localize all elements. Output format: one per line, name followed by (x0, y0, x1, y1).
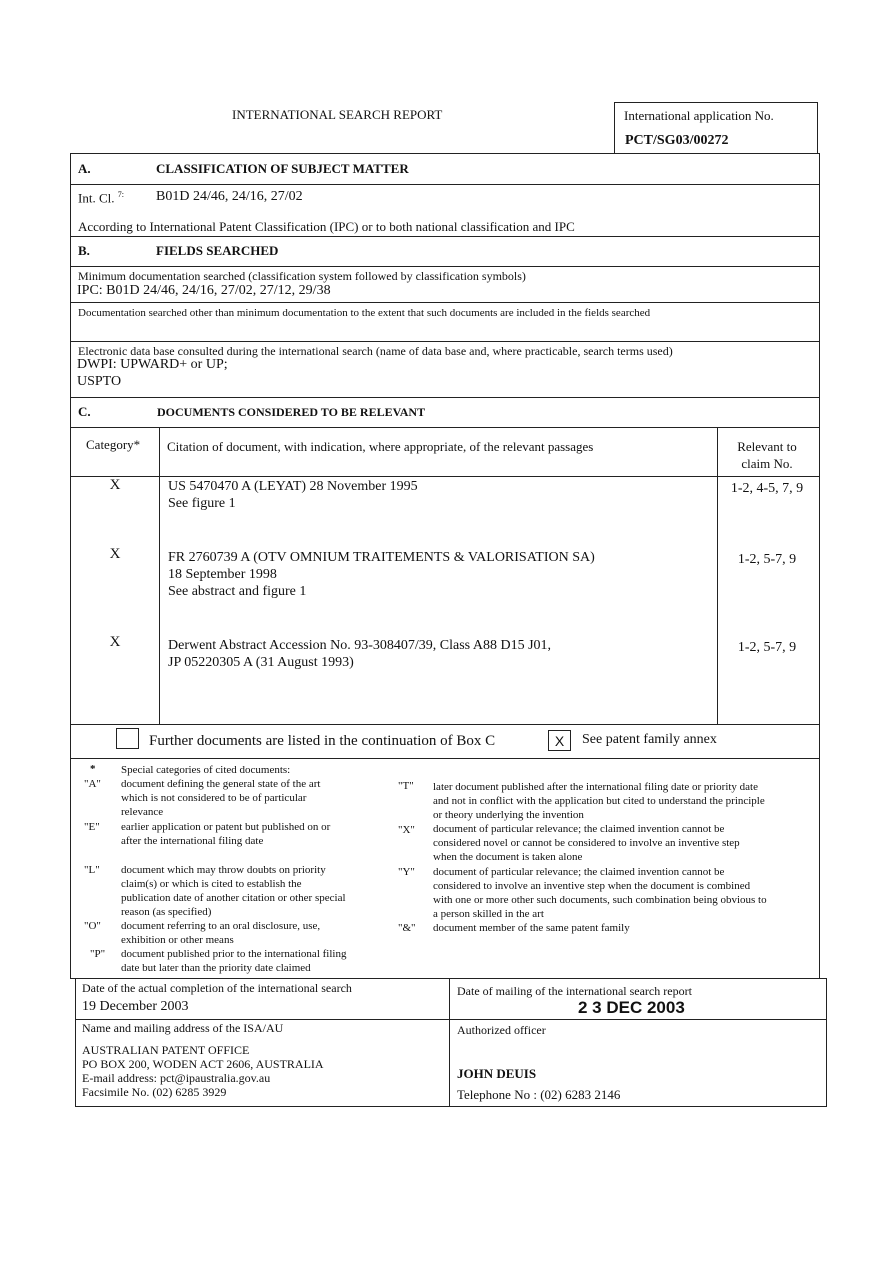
category-text: reason (as specified) (121, 906, 212, 918)
isa-address-line: PO BOX 200, WODEN ACT 2606, AUSTRALIA (82, 1057, 324, 1071)
telephone: Telephone No : (02) 6283 2146 (457, 1087, 621, 1102)
column-divider (449, 978, 450, 1107)
category-text: a person skilled in the art (433, 908, 544, 920)
col-category-header: Category* (86, 437, 141, 452)
divider (70, 236, 820, 237)
divider (70, 476, 820, 477)
citation-line: 18 September 1998 (168, 567, 277, 582)
divider (75, 1019, 827, 1020)
isa-facsimile: Facsimile No. (02) 6285 3929 (82, 1085, 227, 1099)
category-text: document which may throw doubts on priority (121, 864, 326, 876)
isa-label: Name and mailing address of the ISA/AU (82, 1021, 284, 1035)
ipc-note: According to International Patent Classification (IPC) or to both national classification and IPC (78, 219, 575, 234)
citation-category: X (109, 477, 121, 493)
divider (70, 266, 820, 267)
further-documents-label: Further documents are listed in the continuation of Box C (149, 733, 496, 749)
mailing-date-stamp: 2 3 DEC 2003 (578, 998, 685, 1017)
isa-email: E-mail address: pct@ipaustralia.gov.au (82, 1071, 271, 1085)
completion-date-label: Date of the actual completion of the international search (82, 981, 352, 995)
category-code: "T" (398, 780, 414, 792)
citation-line: See figure 1 (168, 496, 236, 511)
category-text: document referring to an oral disclosure, use, (121, 920, 321, 932)
authorized-officer-label: Authorized officer (457, 1023, 546, 1037)
authorized-officer-name: JOHN DEUIS (457, 1066, 537, 1081)
column-divider (159, 427, 160, 724)
divider (70, 302, 820, 303)
category-text: document member of the same patent family (433, 922, 630, 934)
database-line-1: DWPI: UPWARD+ or UP; (77, 357, 228, 372)
section-a-heading: CLASSIFICATION OF SUBJECT MATTER (156, 161, 409, 176)
category-text: relevance (121, 806, 164, 818)
category-text: document of particular relevance; the claimed invention cannot be (433, 823, 725, 835)
citation-line: Derwent Abstract Accession No. 93-308407/39, Class A88 D15 J01, (168, 638, 552, 653)
category-text: exhibition or other means (121, 934, 234, 946)
completion-date: 19 December 2003 (82, 999, 189, 1014)
mailing-date-label: Date of mailing of the international search report (457, 984, 692, 998)
category-code: "L" (84, 864, 100, 876)
int-cl-edition: 7: (117, 190, 124, 199)
column-divider (717, 427, 718, 724)
report-title: INTERNATIONAL SEARCH REPORT (232, 107, 443, 122)
divider (70, 724, 820, 725)
divider (70, 397, 820, 398)
divider (70, 758, 820, 759)
citation-line: JP 05220305 A (31 August 1993) (168, 655, 354, 670)
category-code: "X" (398, 824, 415, 836)
category-text: after the international filing date (121, 835, 264, 847)
category-text: later document published after the international filing date or priority date (433, 781, 758, 793)
category-text: considered to involve an inventive step when the document is combined (433, 880, 751, 892)
int-cl-value: B01D 24/46, 24/16, 27/02 (156, 189, 303, 204)
category-text: publication date of another citation or other special (121, 892, 346, 904)
categories-star: * (90, 763, 96, 775)
citation-line: US 5470470 A (LEYAT) 28 November 1995 (168, 479, 418, 494)
section-c-letter: C. (78, 404, 91, 419)
citation-claims: 1-2, 5-7, 9 (737, 640, 797, 655)
citation-claims: 1-2, 4-5, 7, 9 (730, 481, 804, 496)
section-b-letter: B. (78, 243, 90, 258)
category-text: document defining the general state of the art (121, 778, 321, 790)
section-a-letter: A. (78, 161, 91, 176)
category-text: claim(s) or which is cited to establish the (121, 878, 302, 890)
category-text: considered novel or cannot be considered to involve an inventive step (433, 837, 740, 849)
int-cl-label: Int. Cl. $^{7:}$ (78, 190, 124, 206)
min-doc-value: IPC: B01D 24/46, 24/16, 27/02, 27/12, 29/38 (77, 283, 331, 298)
citation-line: See abstract and figure 1 (168, 584, 307, 599)
col-relevant-header-2: claim No. (741, 456, 793, 471)
category-text: document of particular relevance; the claimed invention cannot be (433, 866, 725, 878)
database-line-2: USPTO (77, 374, 122, 389)
database-label: Electronic data base consulted during the international search (name of data base and, where practicable, search terms used) (78, 344, 673, 358)
categories-intro: Special categories of cited documents: (121, 764, 291, 776)
category-text: and not in conflict with the application but cited to understand the principle (433, 795, 765, 807)
category-code: "O" (84, 920, 101, 932)
category-text: date but later than the priority date claimed (121, 962, 311, 974)
other-doc-label: Documentation searched other than minimum documentation to the extent that such documents are included in the fields searched (78, 307, 651, 319)
patent-family-annex-label: See patent family annex (582, 732, 717, 747)
isa-address-line: AUSTRALIAN PATENT OFFICE (82, 1043, 250, 1057)
min-doc-label: Minimum documentation searched (classification system followed by classification symbols) (78, 269, 526, 283)
citation-claims: 1-2, 5-7, 9 (737, 552, 797, 567)
further-documents-checkbox[interactable] (116, 728, 139, 749)
application-number-label: International application No. (624, 108, 774, 123)
category-text: document published prior to the international filing (121, 948, 347, 960)
category-text: or theory underlying the invention (433, 809, 584, 821)
category-code: "&" (398, 922, 416, 934)
section-c-heading: DOCUMENTS CONSIDERED TO BE RELEVANT (157, 405, 426, 419)
category-text: which is not considered to be of particular (121, 792, 307, 804)
category-code: "Y" (398, 866, 415, 878)
patent-family-annex-checkbox[interactable]: X (548, 730, 571, 751)
category-code: "A" (84, 778, 101, 790)
citation-line: FR 2760739 A (OTV OMNIUM TRAITEMENTS & VALORISATION SA) (168, 550, 595, 565)
divider (70, 184, 820, 185)
col-citation-header: Citation of document, with indication, where appropriate, of the relevant passages (167, 439, 594, 454)
category-text: earlier application or patent but published on or (121, 821, 331, 833)
section-b-heading: FIELDS SEARCHED (156, 243, 279, 258)
divider (70, 427, 820, 428)
category-code: "P" (90, 948, 106, 960)
category-text: when the document is taken alone (433, 851, 583, 863)
category-text: with one or more other such documents, such combination being obvious to (433, 894, 767, 906)
application-number: PCT/SG03/00272 (625, 133, 729, 148)
col-relevant-header-1: Relevant to (737, 439, 797, 454)
citation-category: X (109, 634, 121, 650)
divider (70, 341, 820, 342)
citation-category: X (109, 546, 121, 562)
category-code: "E" (84, 821, 100, 833)
